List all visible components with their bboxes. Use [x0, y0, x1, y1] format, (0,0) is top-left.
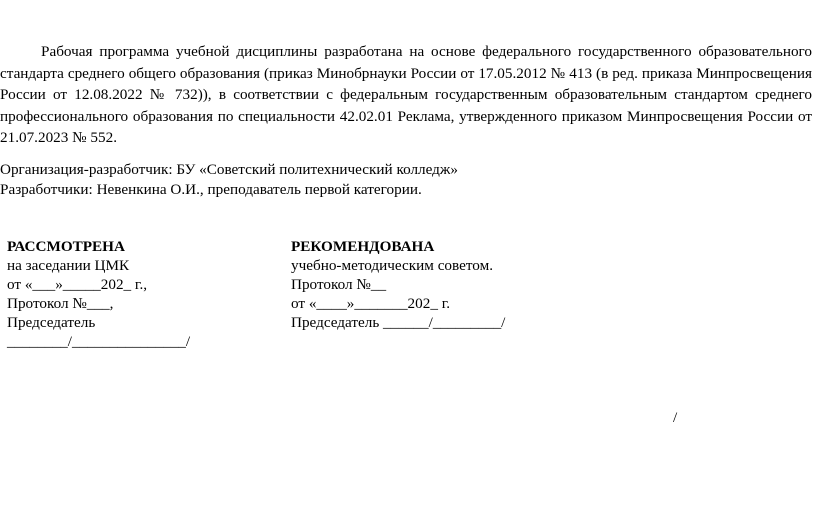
approval-heading-recommended: РЕКОМЕНДОВАНА: [291, 238, 435, 255]
approval-block-considered: [7, 237, 190, 351]
organization-line: Организация-разработчик: БУ «Советский политехнический колледж»: [0, 161, 458, 178]
approval-line: Председатель: [7, 314, 96, 331]
approval-heading-considered: РАССМОТРЕНА: [7, 238, 125, 255]
intro-paragraph-text: Рабочая программа учебной дисциплины разработана на основе федерального государственного образовательного стандарта среднего общего образования (приказ Минобрнауки России от 17.05.2012 № 413 (в ред. приказа Минпросвещения России от 12.08.2022 № 732)), в соответствии с федеральным государственным образовательным стандартом среднего профессионального образования по специальности 42.02.01 Реклама, утвержденного приказом Минпросвещения России от 21.07.2023 № 552.: [0, 43, 812, 146]
approval-block-recommended: [291, 237, 505, 332]
intro-paragraph: [0, 41, 812, 149]
approval-line: от «____»_______202_ г.: [291, 295, 451, 312]
approval-line: Протокол №___,: [7, 295, 114, 312]
signature-line: ________/_______________/: [7, 333, 191, 350]
approval-line: Протокол №__: [291, 276, 387, 293]
approval-line: учебно-методическим советом.: [291, 257, 493, 274]
approval-line: от «___»_____202_ г.,: [7, 276, 148, 293]
developers-line: Разработчики: Невенкина О.И., преподаватель первой категории.: [0, 181, 422, 198]
approval-line: Председатель ______/_________/: [291, 314, 506, 331]
stray-slash-mark: /: [673, 409, 678, 426]
approval-line: на заседании ЦМК: [7, 257, 130, 274]
